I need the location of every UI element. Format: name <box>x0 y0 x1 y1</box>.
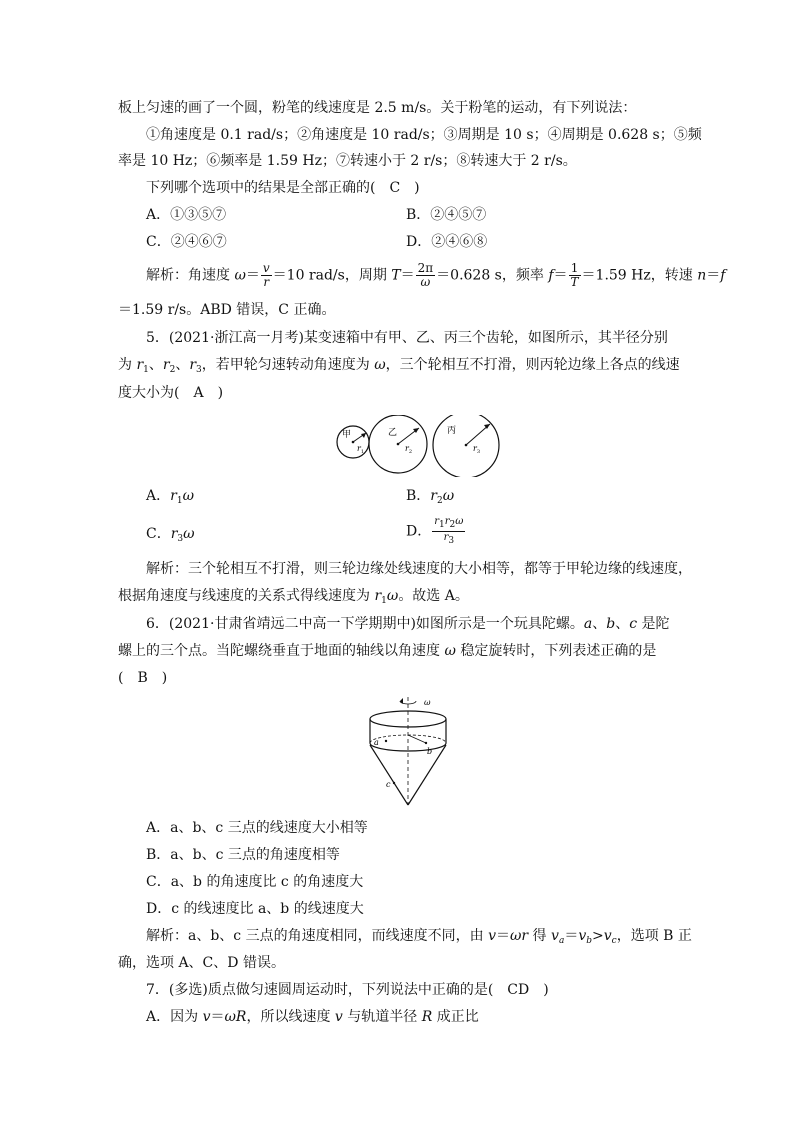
q4-option-d: D．②④⑥⑧ <box>406 234 488 250</box>
q6-line-3: ( B ) <box>118 670 168 686</box>
q6-solution-line-2: 确，选项 A、C、D 错误。 <box>118 955 285 971</box>
q6-option-d: D．c 的线速度比 a、b 的线速度大 <box>146 901 364 917</box>
gear-yi-label: 乙 <box>388 428 398 438</box>
gear-jia-label: 甲 <box>342 430 352 440</box>
q6-option-b: B．a、b、c 三点的角速度相等 <box>146 847 340 863</box>
gear-bing-label: 丙 <box>447 426 457 436</box>
q6-option-a: A．a、b、c 三点的线速度大小相等 <box>146 820 368 836</box>
q7-option-a: A．因为 v＝ωR，所以线速度 v 与轨道半径 R 成正比 <box>146 1009 479 1025</box>
q5-line-2: 为 $r_1$、$r_2$、$r_3$，若甲轮匀速转动角速度为 ω，三个轮相互不打滑，则丙轮边缘上各点的线速 <box>118 357 680 375</box>
top-point-a-label: a <box>374 738 379 747</box>
intro-line-2: ①角速度是 0.1 rad/s；②角速度是 10 rad/s；③周期是 10 s；④周期是 0.628 s；⑤频 <box>146 127 702 143</box>
q4-option-b: B．②④⑤⑦ <box>406 207 487 223</box>
q6-line-1: 6．(2021·甘肃省靖远二中高一下学期期中)如图所示是一个玩具陀螺。a、b、c 是陀 <box>146 616 670 632</box>
top-radius-b <box>408 735 426 743</box>
gears-figure <box>330 415 500 477</box>
fraction-v-over-r: $\frac{v}{r}$ <box>262 261 270 289</box>
q4-option-a: A．①③⑤⑦ <box>146 207 227 223</box>
gear-r1-label: $r_1$ <box>357 444 365 455</box>
q4-option-c: C．②④⑥⑦ <box>146 234 227 250</box>
top-cone-left <box>370 745 408 805</box>
q5-solution-line-1: 解析：三个轮相互不打滑，则三轮边缘处线速度的大小相等，都等于甲轮边缘的线速度， <box>146 561 692 577</box>
q4-question: 下列哪个选项中的结果是全部正确的( C ) <box>146 180 420 196</box>
q6-option-c: C．a、b 的角速度比 c 的角速度大 <box>146 874 364 890</box>
q5-option-a: A．$r_1\omega$ <box>146 488 194 506</box>
intro-line-1: 板上匀速的画了一个圆，粉笔的线速度是 2.5 m/s。关于粉笔的运动，有下列说法： <box>118 100 637 116</box>
top-omega-label: ω <box>424 698 431 707</box>
q4-solution-line-2: ＝1.59 r/s。ABD 错误，C 正确。 <box>118 302 336 318</box>
q5-line-3: 度大小为( A ) <box>118 385 224 401</box>
top-point-c-label: c <box>386 780 391 789</box>
top-figure <box>364 695 464 807</box>
fraction-1-over-T: $\frac{1}{T}$ <box>570 261 579 289</box>
q7-line-1: 7．(多选)质点做匀速圆周运动时，下列说法中正确的是( CD ) <box>146 982 549 998</box>
top-point-b-label: b <box>427 747 433 756</box>
fraction-2pi-over-omega: $\frac{2\pi}{\omega}$ <box>417 261 434 289</box>
q5-line-1: 5．(2021·浙江高一月考)某变速箱中有甲、乙、丙三个齿轮，如图所示，其半径分别 <box>146 330 668 346</box>
gear-r3-label: $r_3$ <box>473 444 481 455</box>
q5-option-c: C．$r_3\omega$ <box>146 526 195 544</box>
q6-solution-line-1: 解析：a、b、c 三点的角速度相同，而线速度不同，由 v＝ωr 得 $v_a=v_b>v_c$，选项 B 正 <box>146 928 692 946</box>
q5-solution-line-2: 根据角速度与线速度的关系式得线速度为 $r_1\omega$。故选 A。 <box>118 588 469 606</box>
q6-line-2: 螺上的三个点。当陀螺绕垂直于地面的轴线以角速度 ω 稳定旋转时，下列表述正确的是 <box>118 643 657 659</box>
q5-option-b: B．$r_2\omega$ <box>406 488 455 506</box>
intro-line-3: 率是 10 Hz；⑥频率是 1.59 Hz；⑦转速小于 2 r/s；⑧转速大于 2 r/s。 <box>118 153 577 169</box>
q5-option-d-fraction: $\frac{r1r2\omega}{r3}$ <box>434 516 464 546</box>
gear-r2-label: $r_2$ <box>405 444 413 455</box>
q5-option-d: D． $\frac{r1r2\omega}{r3}$ <box>406 516 464 546</box>
q4-solution-line-1: 解析：角速度 ω＝ $\frac{v}{r}$ ＝10 rad/s，周期 T＝ $\frac{2\pi}{\omega}$ ＝0.628 s，频率 f＝ $\frac{1}{T}$ ＝1.59 Hz，转速 n＝f <box>146 261 726 289</box>
